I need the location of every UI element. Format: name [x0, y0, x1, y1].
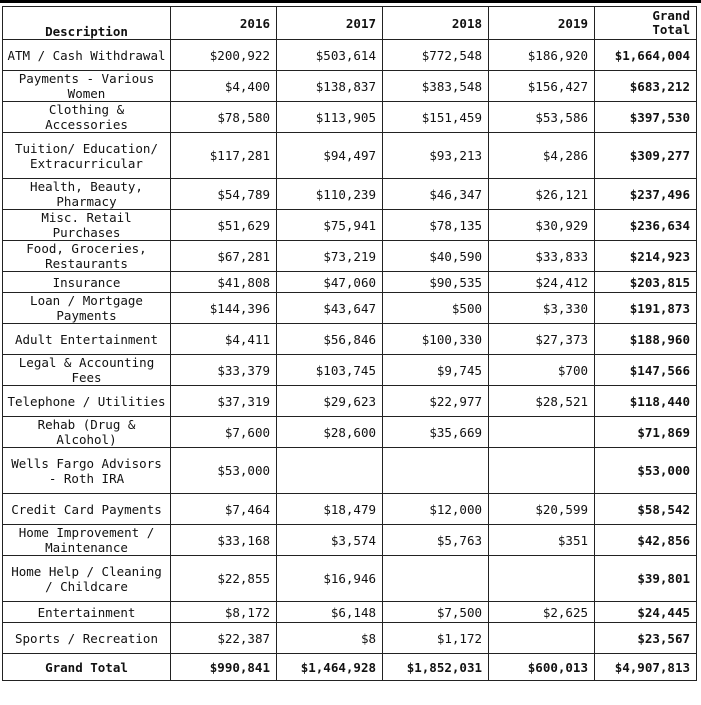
row-grand-total: $309,277 [595, 133, 697, 179]
row-value-2016: $41,808 [171, 272, 277, 293]
row-description: Legal & Accounting Fees [3, 355, 171, 386]
row-value-2018: $1,172 [383, 623, 489, 654]
row-value-2017: $18,479 [277, 494, 383, 525]
table-row [3, 293, 697, 324]
row-description: Tuition/ Education/ Extracurricular [3, 133, 171, 179]
row-grand-total: $23,567 [595, 623, 697, 654]
row-value-2019: $28,521 [489, 386, 595, 417]
row-description: Credit Card Payments [3, 494, 171, 525]
table-row [3, 602, 697, 623]
row-value-2019: $33,833 [489, 241, 595, 272]
row-value-2016: $37,319 [171, 386, 277, 417]
row-value-2019: $700 [489, 355, 595, 386]
row-value-2019: $156,427 [489, 71, 595, 102]
row-grand-total: $188,960 [595, 324, 697, 355]
row-value-2018: $100,330 [383, 324, 489, 355]
row-value-2019 [489, 417, 595, 448]
spending-table [2, 6, 697, 681]
row-grand-total: $24,445 [595, 602, 697, 623]
row-value-2019: $30,929 [489, 210, 595, 241]
table-row [3, 102, 697, 133]
header-grand-total-line1: Grand [652, 8, 690, 23]
grand-total-2018: $1,852,031 [383, 654, 489, 681]
row-grand-total: $53,000 [595, 448, 697, 494]
row-value-2018 [383, 556, 489, 602]
row-value-2019: $20,599 [489, 494, 595, 525]
row-value-2016: $8,172 [171, 602, 277, 623]
row-value-2019: $2,625 [489, 602, 595, 623]
table-row [3, 40, 697, 71]
row-grand-total: $71,869 [595, 417, 697, 448]
row-value-2016: $33,379 [171, 355, 277, 386]
row-value-2018: $500 [383, 293, 489, 324]
row-value-2017: $73,219 [277, 241, 383, 272]
grand-total-2019: $600,013 [489, 654, 595, 681]
row-description: Misc. Retail Purchases [3, 210, 171, 241]
row-value-2019 [489, 556, 595, 602]
row-value-2019: $24,412 [489, 272, 595, 293]
row-value-2016: $22,387 [171, 623, 277, 654]
header-year-2018: 2018 [383, 7, 489, 40]
row-value-2018: $772,548 [383, 40, 489, 71]
row-value-2019: $27,373 [489, 324, 595, 355]
row-value-2016: $7,464 [171, 494, 277, 525]
grand-total-2016: $990,841 [171, 654, 277, 681]
row-grand-total: $203,815 [595, 272, 697, 293]
row-value-2018: $383,548 [383, 71, 489, 102]
table-row [3, 179, 697, 210]
row-value-2017: $3,574 [277, 525, 383, 556]
row-grand-total: $191,873 [595, 293, 697, 324]
table-row [3, 355, 697, 386]
row-value-2016: $117,281 [171, 133, 277, 179]
row-value-2019: $53,586 [489, 102, 595, 133]
row-value-2019: $351 [489, 525, 595, 556]
row-value-2017: $503,614 [277, 40, 383, 71]
row-value-2018: $78,135 [383, 210, 489, 241]
row-value-2016: $4,411 [171, 324, 277, 355]
row-value-2018: $151,459 [383, 102, 489, 133]
table-row [3, 417, 697, 448]
row-description: Food, Groceries, Restaurants [3, 241, 171, 272]
row-description: Entertainment [3, 602, 171, 623]
row-value-2017: $110,239 [277, 179, 383, 210]
row-value-2016: $53,000 [171, 448, 277, 494]
row-value-2019: $26,121 [489, 179, 595, 210]
row-value-2016: $67,281 [171, 241, 277, 272]
row-value-2019 [489, 448, 595, 494]
grand-total-row [3, 654, 697, 681]
row-description: Wells Fargo Advisors - Roth IRA [3, 448, 171, 494]
row-value-2016: $54,789 [171, 179, 277, 210]
row-description: Sports / Recreation [3, 623, 171, 654]
table-row [3, 210, 697, 241]
row-value-2016: $7,600 [171, 417, 277, 448]
row-value-2018: $22,977 [383, 386, 489, 417]
row-value-2016: $200,922 [171, 40, 277, 71]
row-value-2018: $46,347 [383, 179, 489, 210]
row-grand-total: $58,542 [595, 494, 697, 525]
table-row [3, 71, 697, 102]
row-value-2019: $186,920 [489, 40, 595, 71]
row-value-2017: $8 [277, 623, 383, 654]
row-value-2017: $103,745 [277, 355, 383, 386]
row-value-2018 [383, 448, 489, 494]
row-description: Home Improvement / Maintenance [3, 525, 171, 556]
table-row [3, 448, 697, 494]
table-row [3, 133, 697, 179]
row-description: Adult Entertainment [3, 324, 171, 355]
row-value-2017: $94,497 [277, 133, 383, 179]
row-value-2017: $43,647 [277, 293, 383, 324]
row-value-2019: $3,330 [489, 293, 595, 324]
grand-total-2017: $1,464,928 [277, 654, 383, 681]
row-value-2016: $33,168 [171, 525, 277, 556]
row-description: Payments - Various Women [3, 71, 171, 102]
table-row [3, 272, 697, 293]
top-rule [0, 0, 701, 3]
header-description: Description [3, 7, 171, 40]
row-value-2016: $22,855 [171, 556, 277, 602]
table-row [3, 324, 697, 355]
row-value-2018: $40,590 [383, 241, 489, 272]
row-grand-total: $683,212 [595, 71, 697, 102]
row-value-2017: $16,946 [277, 556, 383, 602]
row-value-2017: $56,846 [277, 324, 383, 355]
row-value-2017 [277, 448, 383, 494]
row-value-2017: $113,905 [277, 102, 383, 133]
table-row [3, 623, 697, 654]
header-year-2017: 2017 [277, 7, 383, 40]
header-year-2019: 2019 [489, 7, 595, 40]
table-row [3, 241, 697, 272]
grand-total-overall: $4,907,813 [595, 654, 697, 681]
row-value-2016: $51,629 [171, 210, 277, 241]
table-row [3, 556, 697, 602]
table-row [3, 386, 697, 417]
row-grand-total: $118,440 [595, 386, 697, 417]
row-value-2018: $90,535 [383, 272, 489, 293]
header-grand-total [595, 7, 697, 40]
row-value-2017: $47,060 [277, 272, 383, 293]
row-value-2017: $29,623 [277, 386, 383, 417]
row-grand-total: $147,566 [595, 355, 697, 386]
row-value-2016: $4,400 [171, 71, 277, 102]
header-grand-total-line2: Total [652, 22, 690, 37]
row-value-2017: $28,600 [277, 417, 383, 448]
table-row [3, 494, 697, 525]
row-grand-total: $236,634 [595, 210, 697, 241]
grand-total-label: Grand Total [3, 654, 171, 681]
header-row [3, 7, 697, 40]
row-value-2018: $9,745 [383, 355, 489, 386]
row-description: Health, Beauty, Pharmacy [3, 179, 171, 210]
table-row [3, 525, 697, 556]
row-grand-total: $42,856 [595, 525, 697, 556]
row-description: Telephone / Utilities [3, 386, 171, 417]
row-description: Home Help / Cleaning / Childcare [3, 556, 171, 602]
row-description: Insurance [3, 272, 171, 293]
row-value-2018: $12,000 [383, 494, 489, 525]
row-grand-total: $214,923 [595, 241, 697, 272]
header-year-2016: 2016 [171, 7, 277, 40]
row-value-2018: $5,763 [383, 525, 489, 556]
row-description: Clothing & Accessories [3, 102, 171, 133]
row-value-2017: $138,837 [277, 71, 383, 102]
row-value-2017: $6,148 [277, 602, 383, 623]
row-description: Rehab (Drug & Alcohol) [3, 417, 171, 448]
row-value-2016: $78,580 [171, 102, 277, 133]
row-value-2016: $144,396 [171, 293, 277, 324]
row-grand-total: $1,664,004 [595, 40, 697, 71]
row-grand-total: $397,530 [595, 102, 697, 133]
row-value-2019 [489, 623, 595, 654]
row-value-2018: $7,500 [383, 602, 489, 623]
row-description: ATM / Cash Withdrawal [3, 40, 171, 71]
row-value-2018: $93,213 [383, 133, 489, 179]
row-grand-total: $39,801 [595, 556, 697, 602]
row-value-2017: $75,941 [277, 210, 383, 241]
row-value-2019: $4,286 [489, 133, 595, 179]
row-description: Loan / Mortgage Payments [3, 293, 171, 324]
row-value-2018: $35,669 [383, 417, 489, 448]
row-grand-total: $237,496 [595, 179, 697, 210]
